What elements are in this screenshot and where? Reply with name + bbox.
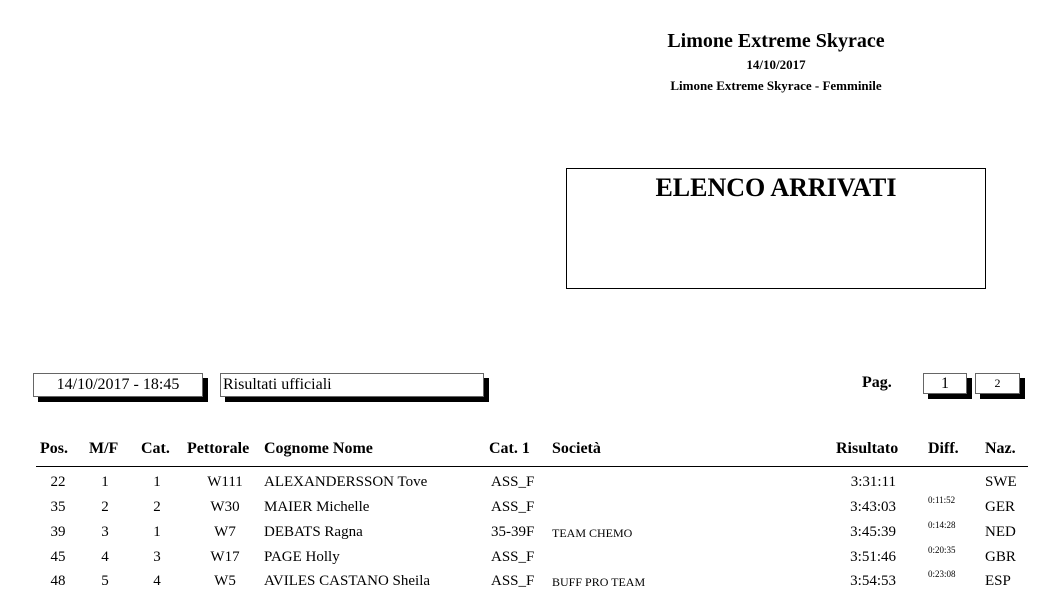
cell-nome: ALEXANDERSSON Tove <box>264 474 428 490</box>
status-box: Risultati ufficiali <box>220 373 484 397</box>
list-title: ELENCO ARRIVATI <box>655 173 897 202</box>
cell-nome: PAGE Holly <box>264 549 340 565</box>
col-header-cat: Cat. <box>141 440 170 457</box>
cell-cat1: ASS_F <box>491 549 535 565</box>
col-header-pettorale: Pettorale <box>187 440 250 457</box>
col-header-risultato: Risultato <box>836 440 899 457</box>
col-header-cat1: Cat. 1 <box>489 440 530 457</box>
event-date: 14/10/2017 <box>746 57 806 72</box>
cell-nome: MAIER Michelle <box>264 499 370 515</box>
table-row <box>0 520 1059 549</box>
cell-cat: 1 <box>153 474 161 490</box>
cell-pettorale: W30 <box>210 499 240 515</box>
cell-risultato: 3:43:03 <box>850 499 896 515</box>
event-subtitle: Limone Extreme Skyrace - Femminile <box>670 78 882 93</box>
cell-diff: 0:11:52 <box>928 495 956 505</box>
cell-pos: 22 <box>50 474 66 490</box>
cell-cat: 3 <box>153 549 161 565</box>
cell-naz: NED <box>985 524 1016 540</box>
event-title: Limone Extreme Skyrace <box>667 30 885 52</box>
cell-risultato: 3:31:11 <box>850 474 896 490</box>
table-row <box>0 545 1059 574</box>
header-divider <box>36 466 1028 467</box>
cell-cat1: 35-39F <box>491 524 535 540</box>
cell-mf: 1 <box>101 474 109 490</box>
cell-naz: GBR <box>985 549 1016 565</box>
table-row <box>0 495 1059 524</box>
cell-mf: 4 <box>101 549 109 565</box>
cell-pettorale: W111 <box>207 474 243 490</box>
cell-cat1: ASS_F <box>491 573 535 589</box>
cell-mf: 3 <box>101 524 109 540</box>
cell-naz: GER <box>985 499 1015 515</box>
cell-cat: 2 <box>153 499 161 515</box>
cell-pettorale: W5 <box>214 573 236 589</box>
col-header-mf: M/F <box>89 440 119 457</box>
cell-pos: 45 <box>50 549 66 565</box>
cell-risultato: 3:51:46 <box>850 549 896 565</box>
cell-cat1: ASS_F <box>491 474 535 490</box>
cell-diff: 0:23:08 <box>928 569 956 579</box>
cell-risultato: 3:54:53 <box>850 573 896 589</box>
page-current-box[interactable]: 1 <box>923 373 967 394</box>
page-label: Pag. <box>862 374 892 391</box>
col-header-naz: Naz. <box>985 440 1016 457</box>
cell-societa: TEAM CHEMO <box>552 526 633 540</box>
cell-risultato: 3:45:39 <box>850 524 896 540</box>
cell-naz: SWE <box>985 474 1017 490</box>
table-row <box>0 474 1059 499</box>
cell-mf: 2 <box>101 499 109 515</box>
table-row <box>0 569 1059 598</box>
cell-cat1: ASS_F <box>491 499 535 515</box>
cell-cat: 1 <box>153 524 161 540</box>
col-header-pos: Pos. <box>40 440 68 457</box>
cell-pos: 39 <box>50 524 66 540</box>
col-header-diff: Diff. <box>928 440 959 457</box>
cell-societa: BUFF PRO TEAM <box>552 575 646 589</box>
cell-pettorale: W17 <box>210 549 240 565</box>
datetime-box: 14/10/2017 - 18:45 <box>33 373 203 397</box>
cell-pos: 48 <box>50 573 66 589</box>
col-header-nome: Cognome Nome <box>264 440 373 457</box>
cell-nome: AVILES CASTANO Sheila <box>264 573 431 589</box>
col-header-societa: Società <box>552 440 601 457</box>
cell-pettorale: W7 <box>214 524 236 540</box>
page-next-box[interactable]: 2 <box>975 373 1020 394</box>
cell-nome: DEBATS Ragna <box>264 524 363 540</box>
cell-pos: 35 <box>50 499 66 515</box>
cell-naz: ESP <box>985 573 1011 589</box>
list-title-box <box>566 168 986 289</box>
cell-cat: 4 <box>153 573 161 589</box>
cell-diff: 0:14:28 <box>928 520 956 530</box>
cell-diff: 0:20:35 <box>928 545 956 555</box>
cell-mf: 5 <box>101 573 109 589</box>
